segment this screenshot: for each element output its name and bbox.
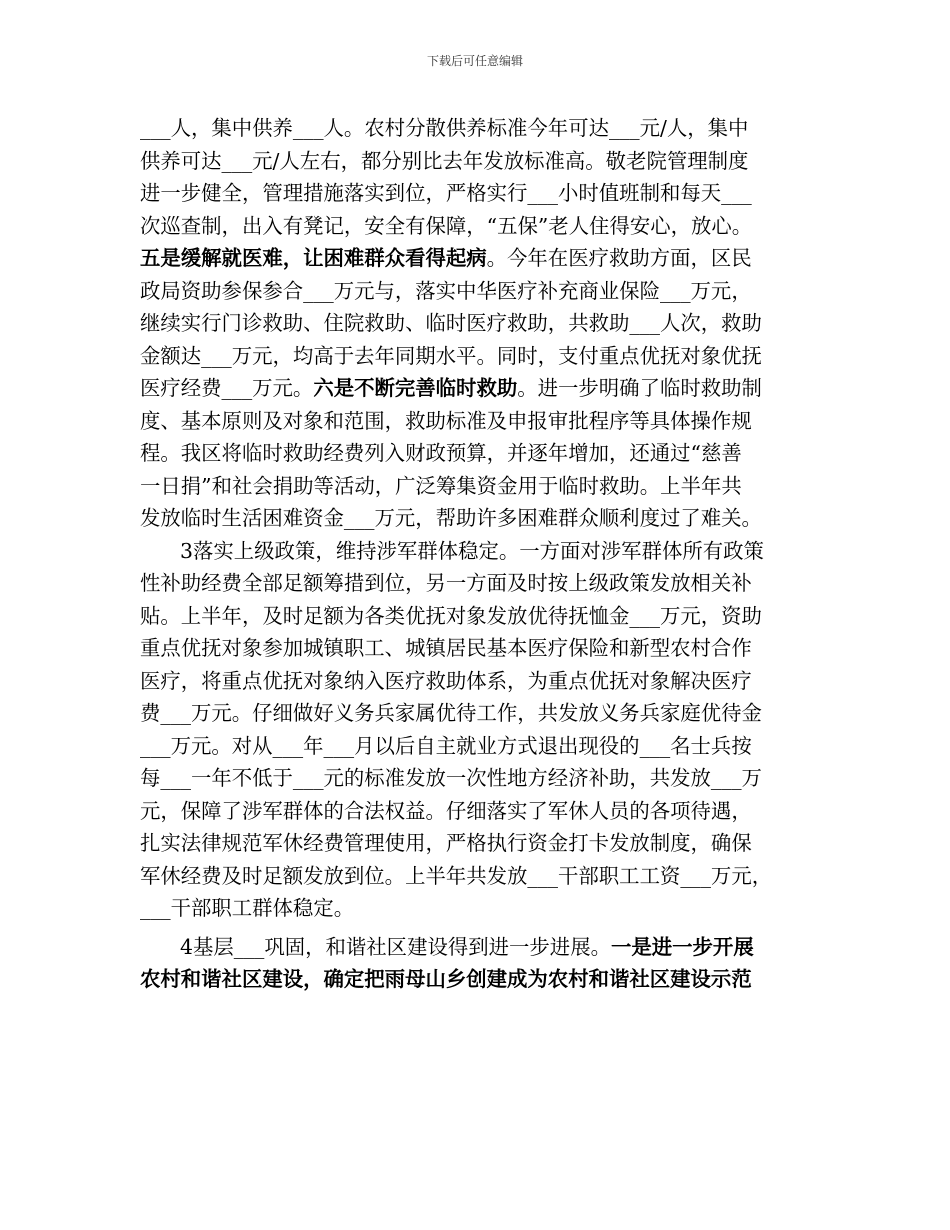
text-line: 重点优抚对象参加城镇职工、城镇居民基本医疗保险和新型农村合作: [140, 636, 752, 660]
bold-heading: 一是进一步开展: [610, 934, 754, 959]
text-line: 军休经费及时足额发放到位。上半年共发放___干部职工工资___万元，: [140, 863, 773, 888]
text-line: 金额达___万元，均高于去年同期水平。同时，支付重点优抚对象优抚: [140, 343, 762, 368]
text-line: 次巡查制，出入有凳记，安全有保障，“五保”老人住得安心，放心。: [140, 213, 753, 238]
page-header: 下载后可任意编辑: [426, 54, 523, 68]
text-line: 每___一年不低于___元的标准发放一次性地方经济补助，共发放___万: [140, 766, 762, 790]
bold-heading: 农村和谐社区建设，确定把雨母山乡创建成为农村和谐社区建设示范: [140, 967, 752, 991]
text-line: 医疗经费___万元。六是不断完善临时救助。进一步明确了临时救助制: [140, 376, 762, 400]
text-line: [140, 963, 812, 996]
text-line: 元，保障了涉军群体的合法权益。仔细落实了军休人员的各项待遇，: [140, 798, 752, 823]
text-line: 程。我区将临时救助经费列入财政预算，并逐年增加，还通过“慈善: [140, 441, 742, 465]
bold-heading: 五是缓解就医难，让困难群众看得起病: [140, 246, 487, 270]
bold-heading: 六是不断完善临时救助: [313, 376, 518, 400]
text-line: ___人，集中供养___人。农村分散供养标准今年可达___元/人，集中: [140, 116, 749, 140]
paragraph-3: [140, 931, 812, 996]
text-line: 供养可达___元/人左右，都分别比去年发放标准高。敬老院管理制度: [140, 148, 749, 173]
text-line: 继续实行门诊救助、住院救助、临时医疗救助，共救助___人次，救助: [140, 311, 762, 335]
text-line: 进一步健全，管理措施落实到位，严格实行___小时值班制和每天___: [140, 181, 752, 205]
text-line: 费___万元。仔细做好义务兵家属优待工作，共发放义务兵家庭优待金: [140, 701, 762, 725]
text-line: 医疗，将重点优抚对象纳入医疗救助体系，为重点优抚对象解决医疗: [140, 668, 752, 693]
text-line: 3落实上级政策，维持涉军群体稳定。一方面对涉军群体所有政策: [180, 538, 764, 563]
text-line: 发放临时生活困难资金___万元，帮助许多困难群众顺利度过了难关。: [140, 506, 762, 530]
text-line: 政局资助参保参合___万元与，落实中华医疗补充商业保险___万元，: [140, 278, 752, 303]
text-line: 贴。上半年，及时足额为各类优抚对象发放优待抚恤金___万元，资助: [140, 603, 762, 628]
text-line: 4基层___巩固，和谐社区建设得到进一步进展。一是进一步开展: [180, 934, 754, 959]
paragraph-1: [140, 112, 812, 535]
text-line: 五是缓解就医难，让困难群众看得起病。今年在医疗救助方面，区民: [140, 246, 752, 270]
text-line: ___万元。对从___年___月以后自主就业方式退出现役的___名士兵按: [140, 733, 752, 758]
text-line: 一日捐”和社会捐助等活动，广泛筹集资金用于临时救助。上半年共: [140, 473, 742, 498]
document-body: [140, 112, 812, 996]
text-line: 度、基本原则及对象和范围，救助标准及申报审批程序等具体操作规: [140, 408, 752, 433]
text-line: ___干部职工群体稳定。: [140, 896, 355, 920]
text-line: 扎实法律规范军休经费管理使用，严格执行资金打卡发放制度，确保: [140, 831, 752, 855]
text-line: 性补助经费全部足额筹措到位，另一方面及时按上级政策发放相关补: [140, 571, 752, 595]
paragraph-2: [140, 535, 812, 925]
